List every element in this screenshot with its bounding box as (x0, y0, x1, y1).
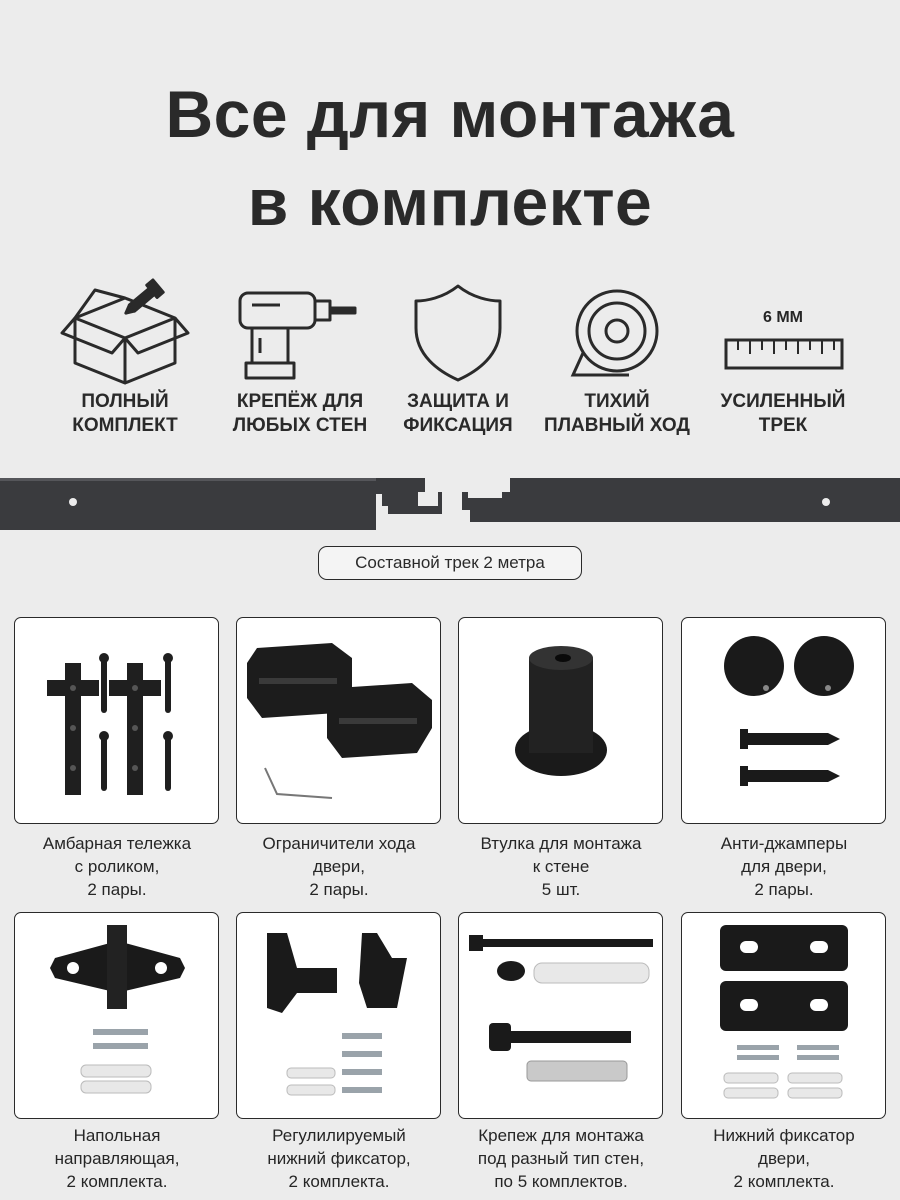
caption-line: 2 комплекта. (288, 1172, 390, 1191)
feature-label-line: ТРЕК (758, 415, 808, 436)
item-card-barn-trolley (14, 617, 219, 824)
item-card-wall-fasteners (458, 912, 663, 1119)
caption-line: Амбарная тележка (42, 834, 192, 853)
item-card-wall-bushing (458, 617, 663, 824)
bottom-door-lock-icon (682, 913, 886, 1119)
item-caption (6, 832, 228, 901)
shield-icon (383, 275, 533, 390)
item-caption (228, 832, 450, 901)
feature-label-line: ПОЛНЫЙ (81, 391, 169, 412)
track-label: Составной трек 2 метра (318, 546, 582, 580)
item-card-floor-guide (14, 912, 219, 1119)
caption-line: Нижний фиксатор (713, 1126, 855, 1145)
feature-label-line: ЛЮБЫХ СТЕН (232, 415, 368, 436)
feature-protection (383, 275, 533, 438)
title-line-1: Все для монтажа (165, 77, 735, 151)
feature-label-line: КОМПЛЕКТ (72, 415, 178, 436)
caption-line: направляющая, (54, 1149, 180, 1168)
ruler-text: 6 ММ (763, 309, 803, 326)
caption-line: по 5 комплектов. (494, 1172, 628, 1191)
caption-line: двери, (758, 1149, 810, 1168)
item-caption (228, 1124, 450, 1193)
caption-line: Анти-джамперы (720, 834, 848, 853)
item-caption (450, 1124, 672, 1193)
caption-line: Втулка для монтажа (480, 834, 642, 853)
feature-label-line: КРЕПЁЖ ДЛЯ (236, 391, 364, 412)
caption-line: для двери, (741, 857, 827, 876)
barn-trolley-icon (15, 618, 219, 824)
caption-line: 2 комплекта. (733, 1172, 835, 1191)
item-card-anti-jumper (681, 617, 886, 824)
wall-fasteners-icon (459, 913, 663, 1119)
title-line-2: в комплекте (247, 165, 653, 239)
anti-jumper-icon (682, 618, 886, 824)
caption-line: Напольная (73, 1126, 161, 1145)
door-stopper-icon (237, 618, 441, 824)
tape-roll-icon (542, 275, 692, 390)
feature-label-line: ФИКСАЦИЯ (403, 415, 513, 436)
caption-line: Регулилируемый (272, 1126, 406, 1145)
ruler-icon (708, 275, 858, 390)
caption-line: 2 пары. (754, 880, 814, 899)
wall-bushing-icon (459, 618, 663, 824)
caption-line: 2 пары. (309, 880, 369, 899)
adjustable-bottom-lock-icon (237, 913, 441, 1119)
page-title (0, 70, 900, 246)
caption-line: нижний фиксатор, (267, 1149, 411, 1168)
item-caption (6, 1124, 228, 1193)
feature-fasteners (225, 275, 375, 438)
item-card-bottom-lock (681, 912, 886, 1119)
item-caption (673, 832, 895, 901)
caption-line: 5 шт. (541, 880, 581, 899)
composite-track-image (0, 470, 900, 540)
feature-label-line: УСИЛЕННЫЙ (720, 391, 846, 412)
caption-line: двери, (313, 857, 365, 876)
feature-label-line: ПЛАВНЫЙ ХОД (544, 415, 690, 436)
feature-label-line: ТИХИЙ (584, 391, 650, 412)
feature-full-kit (50, 275, 200, 438)
feature-reinforced-track (708, 275, 858, 438)
caption-line: 2 комплекта. (66, 1172, 168, 1191)
floor-guide-icon (15, 913, 219, 1119)
feature-silent (542, 275, 692, 438)
drill-icon (225, 275, 375, 390)
item-card-door-stopper (236, 617, 441, 824)
caption-line: 2 пары. (87, 880, 147, 899)
item-caption (450, 832, 672, 901)
caption-line: к стене (532, 857, 590, 876)
box-screw-icon (50, 275, 200, 390)
item-caption (673, 1124, 895, 1193)
caption-line: с роликом, (74, 857, 160, 876)
caption-line: Ограничители хода (262, 834, 416, 853)
caption-line: под разный тип стен, (477, 1149, 645, 1168)
item-card-adjustable-lock (236, 912, 441, 1119)
feature-label-line: ЗАЩИТА И (407, 391, 509, 412)
caption-line: Крепеж для монтажа (478, 1126, 644, 1145)
